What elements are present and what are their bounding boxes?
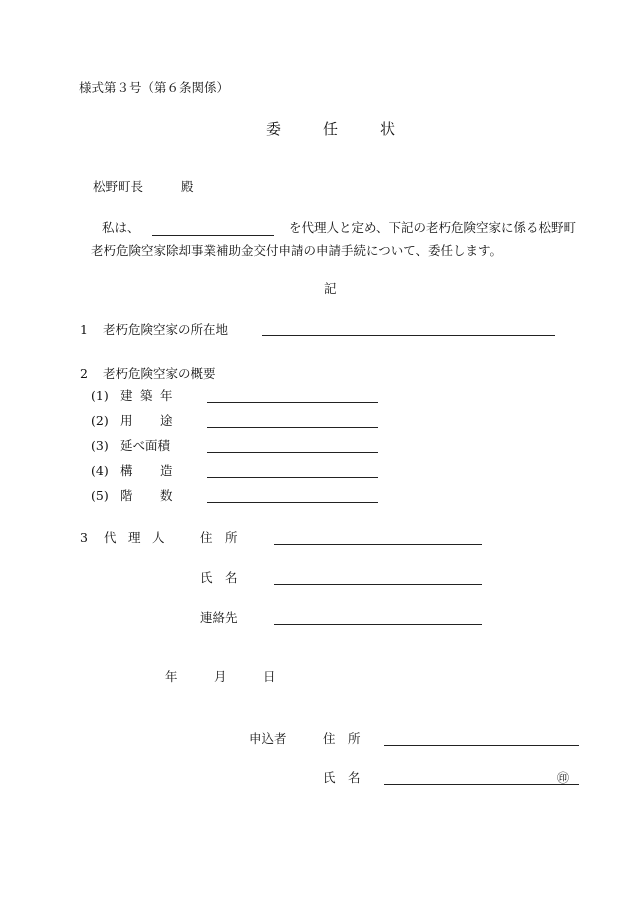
section3-char: 代 (104, 530, 117, 545)
item-label: 延べ面積 (120, 438, 171, 453)
structure-blank (207, 477, 378, 478)
location-blank (262, 335, 555, 336)
applicant-label: 申込者 (249, 731, 287, 746)
date-day: 日 (263, 669, 276, 684)
section3-num: 3 (80, 530, 88, 545)
seal-mark: ㊞ (557, 771, 570, 785)
applicant-name-char: 氏 (323, 770, 336, 785)
field-char: 所 (225, 530, 238, 545)
build-year-blank (207, 402, 378, 403)
date-year: 年 (165, 669, 178, 684)
section3-char: 理 (128, 530, 141, 545)
applicant-name-blank (384, 784, 579, 785)
title-char: 任 (323, 120, 339, 138)
agent-contact-blank (274, 624, 482, 625)
item-num: (5) (91, 488, 109, 503)
agent-name-field-blank (274, 584, 482, 585)
section2-label: 老朽危険空家の概要 (103, 366, 216, 381)
applicant-address-blank (384, 745, 579, 746)
body-line1: を代理人と定め、下記の老朽危険空家に係る松野町 (289, 220, 577, 235)
item-num: (2) (91, 413, 109, 428)
agent-name-blank (152, 235, 274, 236)
item-char: 建 (120, 388, 133, 403)
field-char: 住 (200, 530, 213, 545)
section3-char: 人 (152, 530, 165, 545)
applicant-address-char: 住 (323, 731, 336, 746)
date-month: 月 (214, 669, 227, 684)
item-num: (3) (91, 438, 109, 453)
ki-heading: 記 (324, 281, 337, 296)
section1-label: 老朽危険空家の所在地 (103, 322, 229, 337)
form-number: 様式第３号（第６条関係） (79, 80, 230, 95)
section1-num: 1 (80, 322, 88, 337)
item-char: 年 (160, 388, 173, 403)
body-intro: 私は、 (102, 220, 140, 235)
item-num: (4) (91, 463, 109, 478)
usage-blank (207, 427, 378, 428)
item-num: (1) (91, 388, 109, 403)
applicant-address-char: 所 (348, 731, 361, 746)
item-char: 築 (140, 388, 153, 403)
floors-blank (207, 502, 378, 503)
title-char: 状 (380, 120, 396, 138)
addressee-honorific: 殿 (181, 179, 194, 194)
floor-area-blank (207, 452, 378, 453)
field-char: 氏 (200, 570, 213, 585)
agent-address-blank (274, 544, 482, 545)
section2-num: 2 (80, 366, 88, 381)
item-char: 数 (160, 488, 173, 503)
title-char: 委 (266, 120, 282, 138)
item-char: 造 (160, 463, 173, 478)
field-char: 名 (225, 570, 238, 585)
item-char: 階 (120, 488, 133, 503)
item-char: 用 (120, 413, 133, 428)
item-char: 途 (160, 413, 173, 428)
field-label: 連絡先 (200, 610, 238, 625)
body-line2: 老朽危険空家除却事業補助金交付申請の申請手続について、委任します。 (91, 243, 503, 258)
item-char: 構 (120, 463, 133, 478)
applicant-name-char: 名 (348, 770, 361, 785)
addressee-name: 松野町長 (93, 179, 144, 194)
